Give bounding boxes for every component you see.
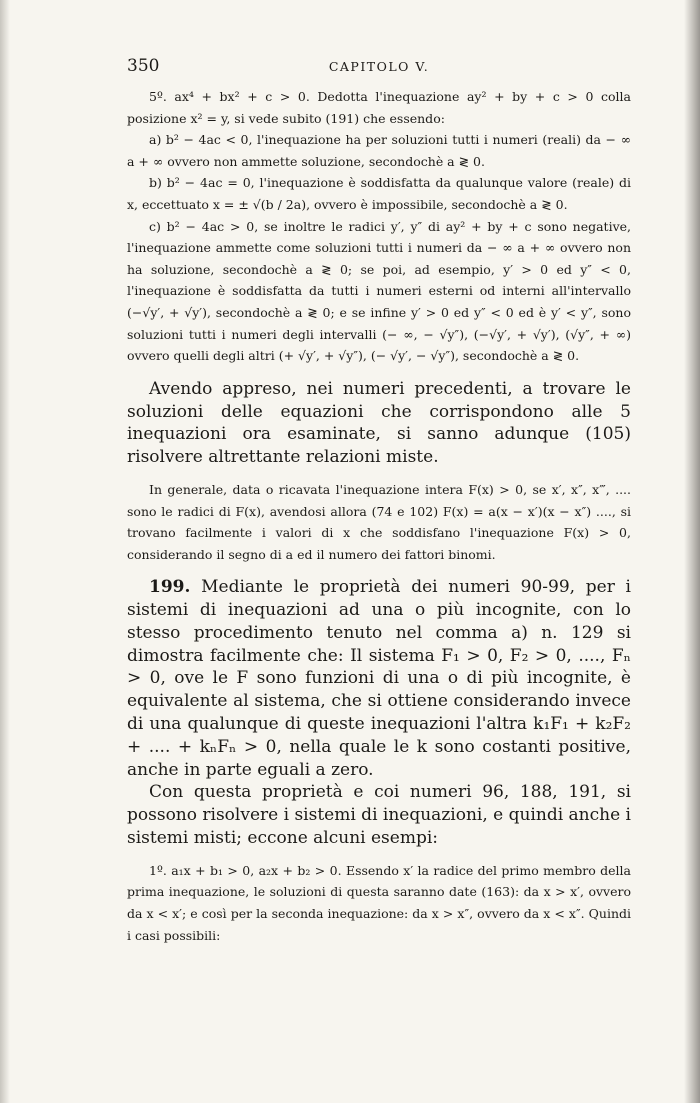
page-edge-shadow-right: [684, 0, 700, 1103]
section-199-text: Mediante le proprietà dei numeri 90-99, per i sistemi di inequazioni ad una o più incognite, con lo stesso procedimento tenuto nel comma a) n. 129 si dimostra facilmente che: Il sistema F₁ > 0, F₂ > 0, ...., Fₙ > 0, ove le F sono funzioni di una o di più incognite, è equivalente al sistema, che si ottiene considerando invece di una qualunque di queste inequazioni l'altra k₁F₁ + k₂F₂ + .... + kₙFₙ > 0, nella quale le k sono costanti positive, anche in parte eguali a zero.: [127, 577, 631, 780]
case5-c: c) b² − 4ac > 0, se inoltre le radici y′, y″ di ay² + by + c sono negative, l'inequazione ammette come soluzioni tutti i numeri da − ∞ a + ∞ ovvero non ha soluzione, secondochè a ≷ 0; se poi, ad esempio, y′ > 0 ed y″ < 0, l'inequazione è soddisfatta da tutti i numeri esterni od interni all'intervallo (−√y′, + √y′), secondochè a ≷ 0; e se infine y′ > 0 ed y″ < 0 ed è y′ < y″, sono soluzioni tutti i numeri degli intervalli (− ∞, − √y″), (−√y′, + √y′), (√y″, + ∞) ovvero quelli degli altri (+ √y′, + √y″), (− √y′, − √y″), secondochè a ≷ 0.: [127, 218, 631, 364]
case5-intro: 5º. ax⁴ + bx² + c > 0. Dedotta l'inequazione ay² + by + c > 0 colla posizione x² = y, si vede subito (191) che essendo:: [127, 89, 631, 126]
case5-a: a) b² − 4ac < 0, l'inequazione ha per soluzioni tutti i numeri (reali) da − ∞ a + ∞ ovvero non ammette soluzione, secondochè a ≷ 0.: [127, 132, 631, 169]
general-remark: In generale, data o ricavata l'inequazione intera F(x) > 0, se x′, x″, x‴, .... sono le radici di F(x), avendosi allora (74 e 102) F(x) = a(x − x′)(x − x″) ...., si trovano facilmente i valori di x che soddisfano l'inequazione F(x) > 0, considerando il segno di a ed il numero dei fattori binomi.: [127, 481, 631, 562]
chapter-title: CAPITOLO V.: [328, 59, 430, 74]
section-199: [127, 576, 631, 781]
case5-b: b) b² − 4ac = 0, l'inequazione è soddisfatta da qualunque valore (reale) di x, eccettuato x = ± √(b / 2a), ovvero è impossibile, secondochè a ≷ 0.: [127, 175, 631, 212]
book-page: [127, 56, 631, 946]
example-1: 1º. a₁x + b₁ > 0, a₂x + b₂ > 0. Essendo x′ la radice del primo membro della prima inequazione, le soluzioni di questa saranno date (163): da x > x′, ovvero da x < x′; e così per la seconda inequazione: da x > x″, ovvero da x < x″. Quindi i casi possibili:: [127, 862, 631, 943]
section-number: 199.: [149, 577, 191, 598]
summary-paragraph: Avendo appreso, nei numeri precedenti, a trovare le soluzioni delle equazioni che corrispondono alle 5 inequazioni ora esaminate, si sanno adunque (105) risolvere altrettante relazioni miste.: [127, 378, 631, 468]
page-edge-shadow-left: [0, 0, 10, 1103]
page-number: 350: [127, 56, 160, 76]
running-header: [127, 56, 631, 86]
section-199-followup: Con questa proprietà e coi numeri 96, 188, 191, si possono risolvere i sistemi di inequazioni, e quindi anche i sistemi misti; eccone alcuni esempi:: [127, 782, 631, 849]
